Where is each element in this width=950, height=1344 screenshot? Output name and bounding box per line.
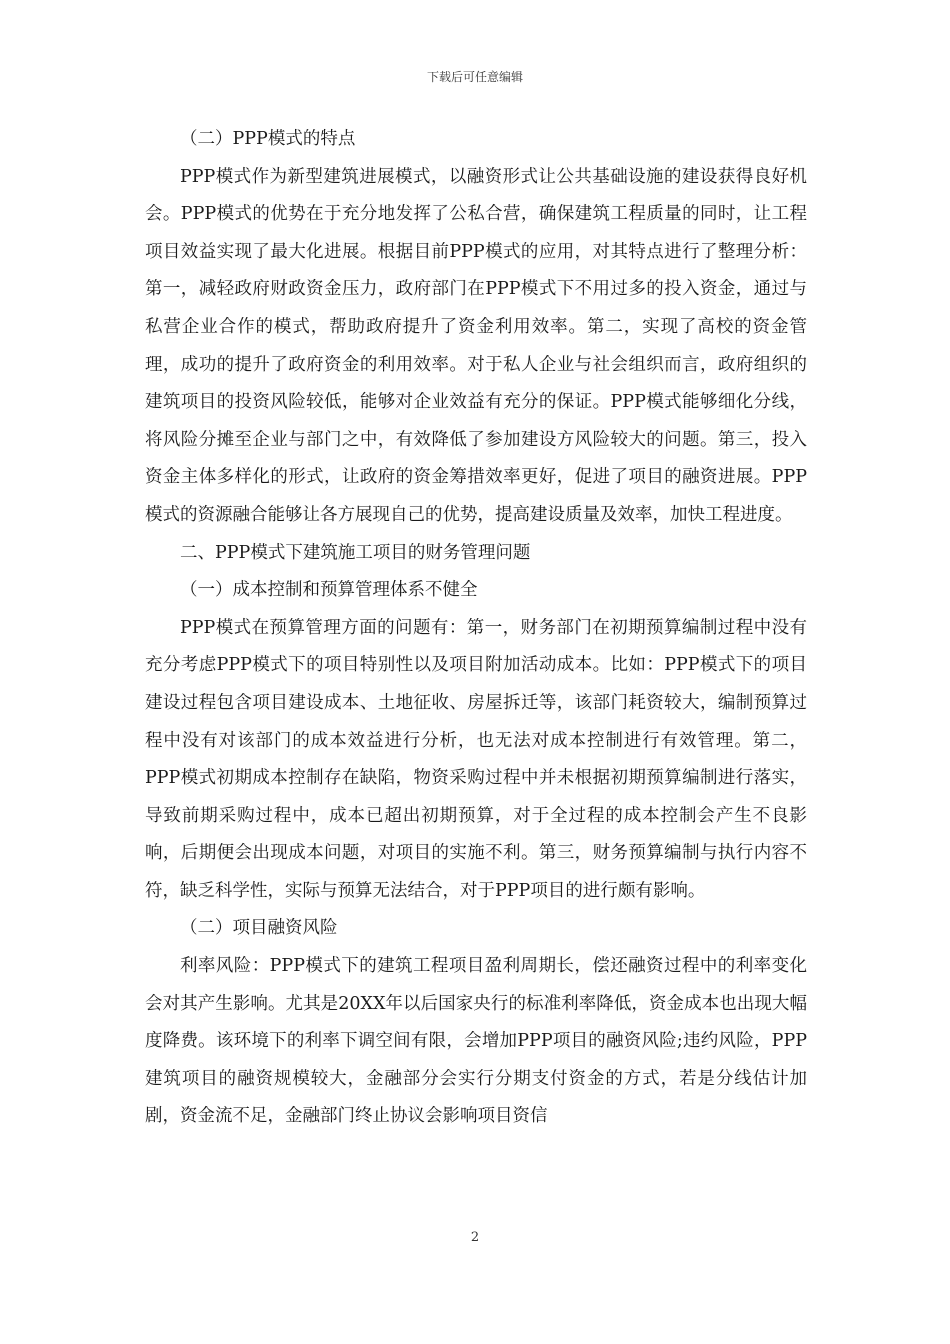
page-header: 下载后可任意编辑: [426, 70, 523, 84]
subsection-heading-financing-risk: （二）项目融资风险: [180, 918, 338, 939]
subsection-heading-cost-control: （一）成本控制和预算管理体系不健全: [180, 580, 478, 601]
section-heading-ppp-features: （二）PPP模式的特点: [180, 129, 356, 149]
section-heading-financial-issues: 二、PPP模式下建筑施工项目的财务管理问题: [180, 542, 531, 563]
paragraph-cost-control: PPP模式在预算管理方面的问题有：第一，财务部门在初期预算编制过程中没有充分考虑PPP模式下的项目特别性以及项目附加活动成本。比如：PPP模式下的项目建设过程包含项目建设成本、土地征收、房屋拆迁等，该部门耗资较大，编制预算过程中没有对该部门的成本效益进行分析，也无法对成本控制进行有效管理。第二，PPP模式初期成本控制存在缺陷，物资采购过程中并未根据初期预算编制进行落实，导致前期采购过程中，成本已超出初期预算，对于全过程的成本控制会产生不良影响，后期便会出现成本问题，对项目的实施不利。第三，财务预算编制与执行内容不符，缺乏科学性，实际与预算无法结合，对于PPP项目的进行颇有影响。: [145, 617, 807, 901]
document-body: [145, 121, 807, 1136]
paragraph-financing-risk: 利率风险：PPP模式下的建筑工程项目盈利周期长，偿还融资过程中的利率变化会对其产生影响。尤其是20XX年以后国家央行的标准利率降低，资金成本也出现大幅度降费。该环境下的利率下调空间有限，会增加PPP项目的融资风险;违约风险，PPP建筑项目的融资规模较大，金融部分会实行分期支付资金的方式，若是分线估计加剧，资金流不足，金融部门终止协议会影响项目资信: [145, 956, 807, 1127]
paragraph-ppp-features: PPP模式作为新型建筑进展模式，以融资形式让公共基础设施的建设获得良好机会。PPP模式的优势在于充分地发挥了公私合营，确保建筑工程质量的同时，让工程项目效益实现了最大化进展。根据目前PPP模式的应用，对其特点进行了整理分析：第一，减轻政府财政资金压力，政府部门在PPP模式下不用过多的投入资金，通过与私营企业合作的模式，帮助政府提升了资金利用效率。第二，实现了高校的资金管理，成功的提升了政府资金的利用效率。对于私人企业与社会组织而言，政府组织的建筑项目的投资风险较低，能够对企业效益有充分的保证。PPP模式能够细化分线，将风险分摊至企业与部门之中，有效降低了参加建设方风险较大的问题。第三，投入资金主体多样化的形式，让政府的资金筹措效率更好，促进了项目的融资进展。PPP模式的资源融合能够让各方展现自己的优势，提高建设质量及效率，加快工程进度。: [145, 166, 807, 525]
page-number: 2: [470, 1230, 480, 1245]
